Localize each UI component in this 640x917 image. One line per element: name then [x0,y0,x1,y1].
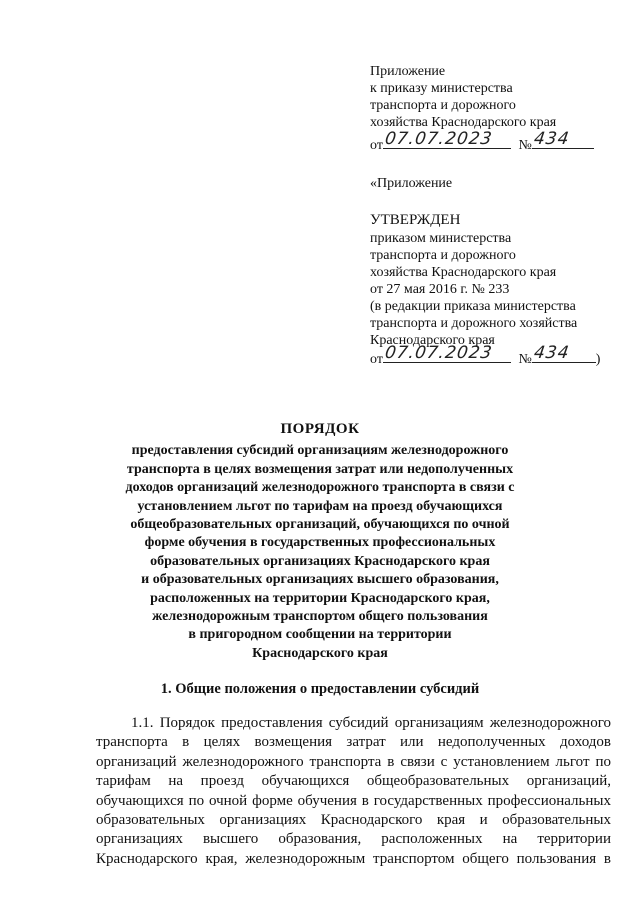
appendix-date-field [383,129,511,149]
appendix-line-2: к приказу министерства [370,81,513,96]
title-line: в пригородном сообщении на территории [188,627,452,643]
approved-date-handwritten: 07.07.2023 [383,343,494,363]
approved-number-field [532,343,596,363]
paragraph-line: тарифам на проезд обучающихся общеобразовательных организаций, [96,773,611,790]
approved-date-line [370,343,601,368]
paragraph-line: 1.1. Порядок предоставления субсидий организациям железнодорожного [131,715,611,731]
approved-line-1: приказом министерства [370,231,512,246]
appendix-date-prefix: от [370,138,383,153]
paragraph-line: обучающихся по очной форме обучения в государственных профессиональных [96,792,611,809]
appendix-date-handwritten: 07.07.2023 [383,129,494,149]
inner-appendix [370,175,452,192]
appendix-line-3: транспорта и дорожного [370,98,516,113]
title-heading: ПОРЯДОК [280,421,360,437]
paragraph-line: транспорта в целях возмещения затрат или недополученных доходов [96,734,611,751]
document-title [60,420,580,663]
approved-line-5: (в редакции приказа министерства [370,299,576,314]
approved-date-prefix: от [370,352,383,367]
approved-block [370,212,600,368]
approved-number-handwritten: 434 [532,343,571,363]
paragraph-line: образовательных организациях Краснодарского края и образовательных [96,812,611,829]
title-line: Краснодарского края [252,645,388,661]
appendix-number-handwritten: 434 [532,129,571,149]
title-line: и образовательных организациях высшего образования, [141,572,499,588]
title-line: форме обучения в государственных профессиональных [144,535,496,551]
approved-line-4: от 27 мая 2016 г. № 233 [370,282,510,297]
appendix-line-4: хозяйства Краснодарского края [370,115,557,130]
approved-line-7: Краснодарского края [370,333,495,348]
paragraph-line: организациях высшего образования, расположенных на территории [96,831,611,848]
approved-number-prefix: № [518,352,532,367]
approved-line-6: транспорта и дорожного хозяйства [370,316,578,331]
appendix-date-line [370,129,594,154]
title-line: расположенных на территории Краснодарского края, [150,590,490,606]
approved-heading: УТВЕРЖДЕН [370,212,461,228]
approved-line-3: хозяйства Краснодарского края [370,265,557,280]
approved-line-2: транспорта и дорожного [370,248,516,263]
approved-closing-paren: ) [595,352,601,367]
section-1-heading: 1. Общие положения о предоставлении субсидий [160,681,480,697]
paragraph-line: организаций железнодорожного транспорта в связи с установлением льгот по [96,753,611,770]
paragraph-1-1 [96,714,611,869]
approved-date-field [383,343,511,363]
title-line: предоставления субсидий организациям железнодорожного [131,443,509,459]
inner-appendix-label: «Приложение [370,176,453,191]
title-line: установлением льгот по тарифам на проезд обучающихся [137,498,503,514]
paragraph-line: Краснодарского края, железнодорожным транспортом общего пользования в [96,850,611,867]
title-line: общеобразовательных организаций, обучающихся по очной [130,517,510,533]
title-line: образовательных организациях Краснодарского края [150,553,490,569]
title-line: железнодорожным транспортом общего пользования [152,609,488,625]
title-line: доходов организаций железнодорожного транспорта в связи с [125,480,515,496]
appendix-block [370,63,594,154]
appendix-number-prefix: № [518,138,532,153]
appendix-number-field [532,129,594,149]
appendix-line-1: Приложение [370,64,446,79]
title-line: транспорта в целях возмещения затрат или недополученных [126,461,514,477]
